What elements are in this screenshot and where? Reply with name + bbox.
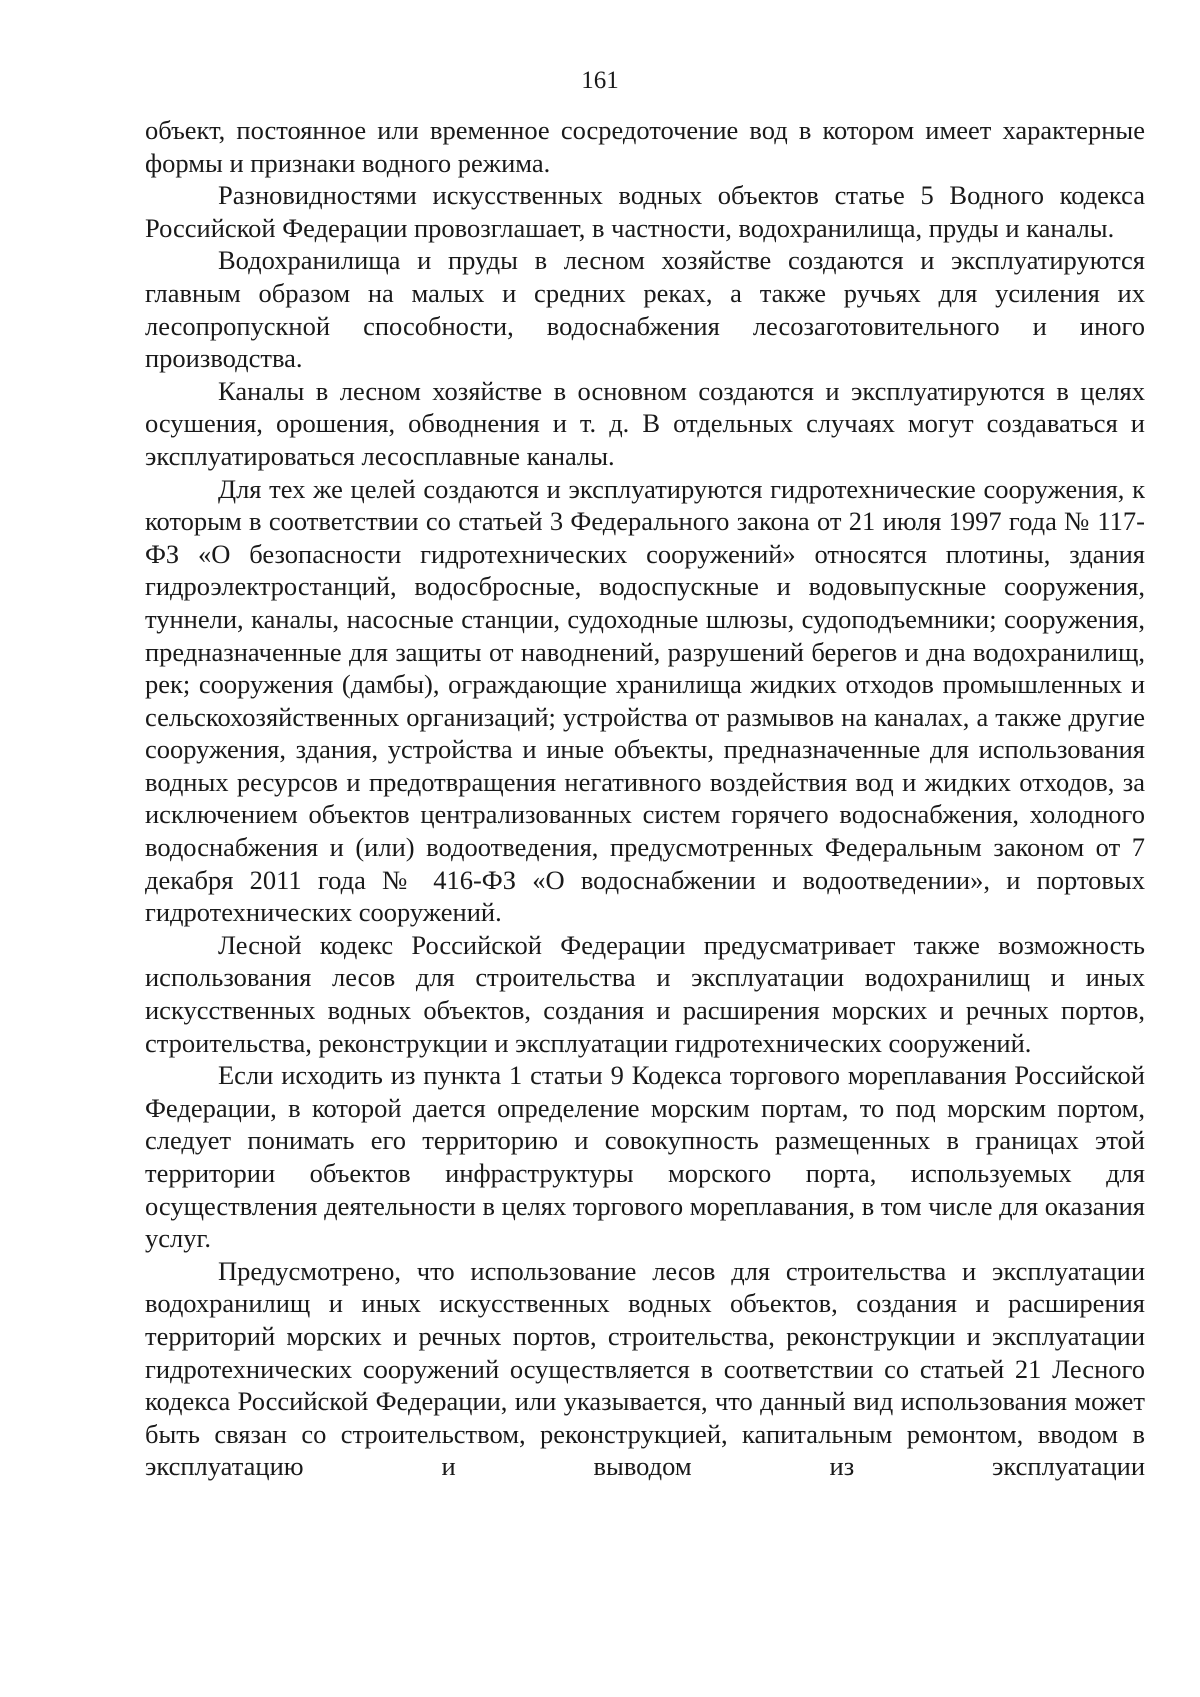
paragraph-1: объект, постоянное или временное сосредоточение вод в котором имеет характерные формы и признаки водного режима. bbox=[145, 115, 1145, 178]
paragraph-4: Каналы в лесном хозяйстве в основном создаются и эксплуатируются в целях осушения, орошения, обводнения и т. д. В отдельных случаях могут создаваться и эксплуатироваться лесосплавные каналы. bbox=[145, 375, 1145, 471]
page-body bbox=[145, 114, 1145, 1483]
paragraph-7: Если исходить из пункта 1 статьи 9 Кодекса торгового мореплавания Российской Федерации, в которой дается определение морским портам, то под морским портом, следует понимать его территорию и совокупность размещенных в границах этой территории объектов инфраструктуры морского порта, используемых для осуществления деятельности в целях торгового мореплавания, в том числе для оказания услуг. bbox=[145, 1060, 1145, 1254]
paragraph-8: Предусмотрено, что использование лесов для строительства и эксплуатации водохранилищ и иных искусственных водных объектов, создания и расширения территорий морских и речных портов, строительства, реконструкции и эксплуатации гидротехнических сооружений осуществляется в соответствии со статьей 21 Лесного кодекса Российской Федерации, или указывается, что данный вид использования может быть связан со строительством, реконструкцией, капитальным ремонтом, вводом в эксплуатацию и выводом из эксплуатации bbox=[145, 1255, 1145, 1482]
paragraph-6: Лесной кодекс Российской Федерации предусматривает также возможность использования лесов для строительства и эксплуатации водохранилищ и иных искусственных водных объектов, создания и расширения морских и речных портов, строительства, реконструкции и эксплуатации гидротехнических сооружений. bbox=[145, 929, 1145, 1058]
page-number: 161 bbox=[581, 67, 619, 94]
paragraph-2: Разновидностями искусственных водных объектов статье 5 Водного кодекса Российской Федерации провозглашает, в частности, водохранилища, пруды и каналы. bbox=[145, 180, 1145, 243]
paragraph-3: Водохранилища и пруды в лесном хозяйстве создаются и эксплуатируются главным образом на малых и средних реках, а также ручьях для усиления их лесопропускной способности, водоснабжения лесозаготовительного и иного производства. bbox=[145, 245, 1145, 374]
paragraph-5: Для тех же целей создаются и эксплуатируются гидротехнические сооружения, к которым в соответствии со статьей 3 Федерального закона от 21 июля 1997 года № 117-ФЗ «О безопасности гидротехнических сооружений» относятся плотины, здания гидроэлектростанций, водосбросные, водоспускные и водовыпускные сооружения, туннели, каналы, насосные станции, судоходные шлюзы, судоподъемники; сооружения, предназначенные для защиты от наводнений, разрушений берегов и дна водохранилищ, рек; сооружения (дамбы), ограждающие хранилища жидких отходов промышленных и сельскохозяйственных организаций; устройства от размывов на каналах, а также другие сооружения, здания, устройства и иные объекты, предназначенные для использования водных ресурсов и предотвращения негативного воздействия вод и жидких отходов, за исключением объектов централизованных систем горячего водоснабжения, холодного водоснабжения и (или) водоотведения, предусмотренных Федеральным законом от 7 декабря 2011 года № 416-ФЗ «О водоснабжении и водоотведении», и портовых гидротехнических сооружений. bbox=[145, 473, 1145, 928]
